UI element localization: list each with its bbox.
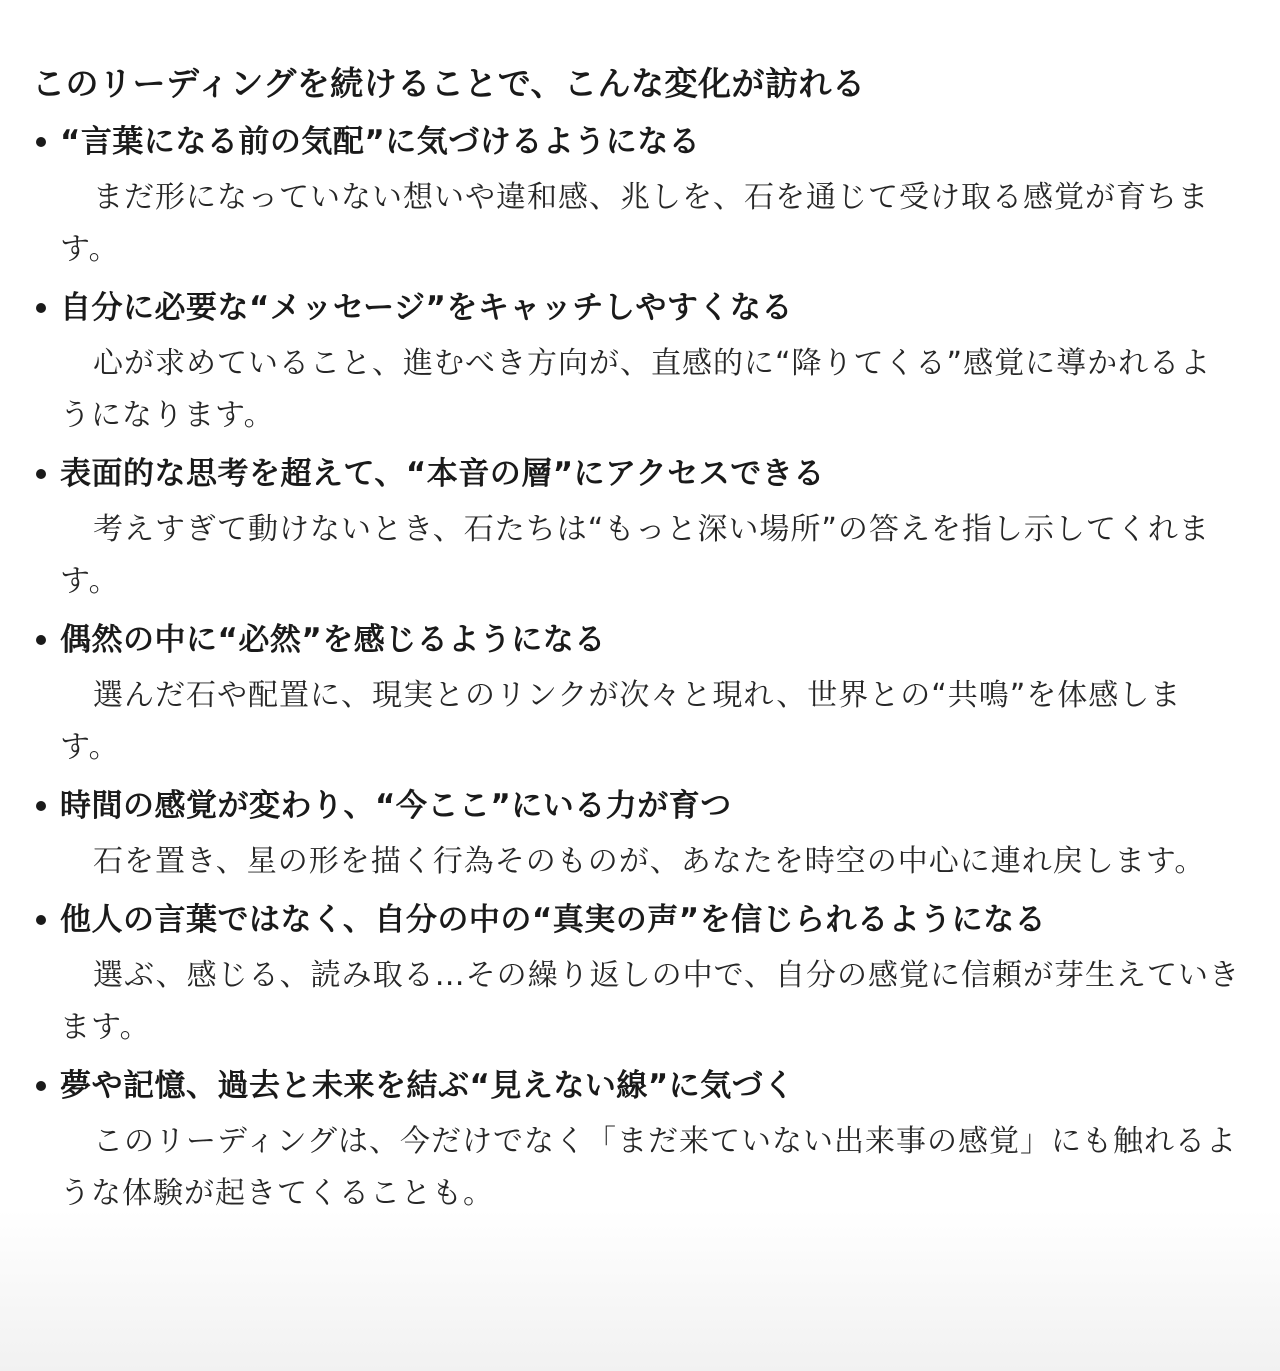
benefit-description: このリーディングは、今だけでなく「まだ来ていない出来事の感覚」にも触れるような体験が起きてくることも。 [60, 1124, 1237, 1211]
benefit-title: “言葉になる前の気配”に気づけるようになる [60, 124, 701, 160]
bullet-icon [36, 915, 46, 925]
benefit-title: 夢や記憶、過去と未来を結ぶ“見えない線”に気づく [60, 1068, 795, 1104]
list-item [32, 286, 1240, 442]
benefit-description: 選んだ石や配置に、現実とのリンクが次々と現れ、世界との“共鳴”を体感します。 [60, 678, 1182, 765]
benefit-description: 石を置き、星の形を描く行為そのものが、あなたを時空の中心に連れ戻します。 [93, 844, 1206, 879]
benefit-description: 考えすぎて動けないとき、石たちは“もっと深い場所”の答えを指し示してくれます。 [60, 512, 1210, 599]
benefit-description: 心が求めていること、進むべき方向が、直感的に“降りてくる”感覚に導かれるようになります。 [60, 346, 1212, 433]
list-item [32, 784, 1240, 888]
benefit-title: 表面的な思考を超えて、“本音の層”にアクセスできる [60, 456, 825, 492]
list-item [32, 1064, 1240, 1220]
bullet-icon [36, 801, 46, 811]
benefit-title: 他人の言葉ではなく、自分の中の“真実の声”を信じられるようになる [60, 902, 1047, 938]
bullet-icon [36, 1081, 46, 1091]
benefit-title: 偶然の中に“必然”を感じるようになる [60, 622, 606, 658]
bullet-icon [36, 635, 46, 645]
benefit-title: 自分に必要な“メッセージ”をキャッチしやすくなる [60, 290, 793, 326]
bullet-icon [36, 303, 46, 313]
bullet-icon [36, 137, 46, 147]
benefit-description: 選ぶ、感じる、読み取る…その繰り返しの中で、自分の感覚に信頼が芽生えていきます。 [60, 958, 1240, 1045]
list-item [32, 618, 1240, 774]
benefit-list [32, 120, 1240, 1220]
benefit-description: まだ形になっていない想いや違和感、兆しを、石を通じて受け取る感覚が育ちます。 [60, 180, 1209, 267]
bullet-icon [36, 469, 46, 479]
list-item [32, 120, 1240, 276]
list-item [32, 898, 1240, 1054]
section-heading: このリーディングを続けることで、こんな変化が訪れる [32, 64, 866, 103]
list-item [32, 452, 1240, 608]
benefit-title: 時間の感覚が変わり、“今ここ”にいる力が育つ [60, 788, 732, 824]
